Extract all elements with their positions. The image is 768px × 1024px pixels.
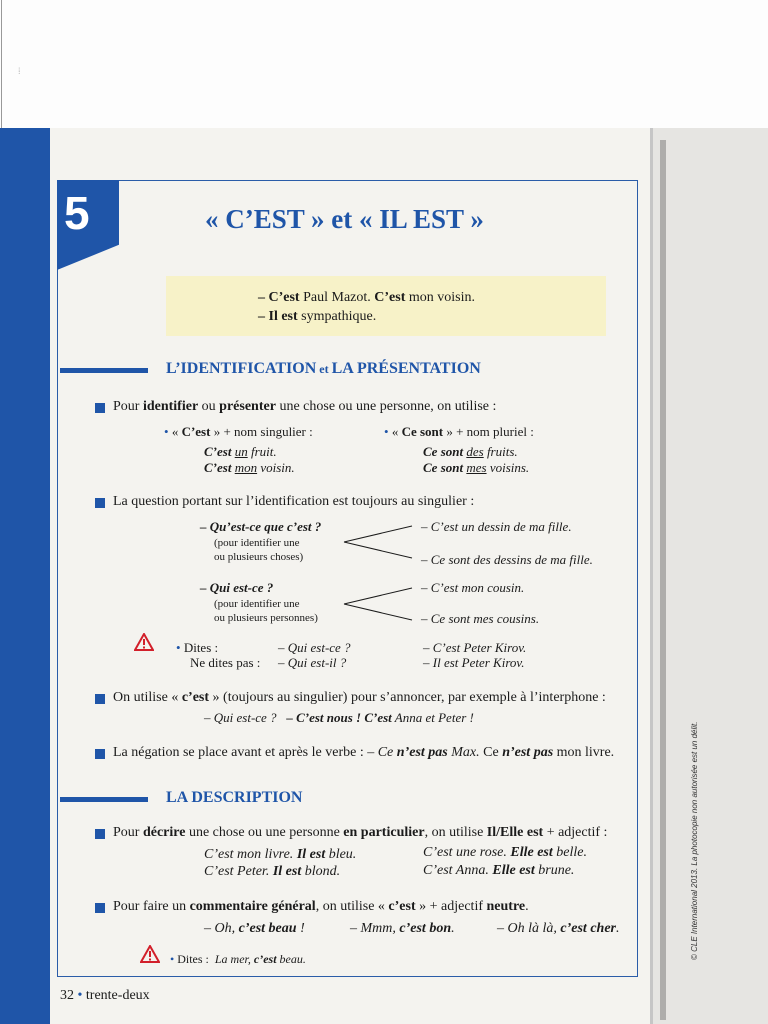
example-text: La mer,: [214, 952, 254, 966]
example-text: – Oh,: [204, 921, 239, 936]
example-text: brune.: [534, 863, 575, 878]
rule-bold: commentaire général: [189, 899, 316, 914]
example-text: voisin.: [260, 460, 295, 475]
dites-text: Dites :: [177, 952, 209, 966]
rule-bold: présenter: [219, 399, 276, 414]
question-who-note-2: ou plusieurs personnes): [214, 612, 318, 624]
rule-bold: c’est: [388, 899, 416, 914]
example-text: blond.: [301, 864, 341, 879]
general-example-3: [497, 921, 619, 937]
example-bold: Ce sont: [423, 444, 464, 459]
plural-example-1: [423, 444, 518, 460]
example-text: Ce: [377, 745, 397, 760]
ne-dites-pas-label: Ne dites pas :: [190, 655, 261, 670]
example-text: !: [296, 921, 305, 936]
section-title-part: LA PRÉSENTATION: [331, 360, 481, 377]
warning-icon: [134, 633, 154, 651]
plural-label: [384, 424, 534, 440]
chapter-title: « C’EST » et « IL EST »: [205, 204, 484, 234]
dites-label: [176, 640, 218, 656]
bullet-dot: •: [164, 424, 169, 439]
bullet-square: [95, 498, 105, 508]
rule-text: ou: [198, 399, 220, 414]
example-text: fruit.: [250, 444, 277, 459]
rule-text: .: [525, 899, 529, 914]
book-spine-bar: [0, 128, 50, 1024]
rule-bold: c’est: [181, 690, 210, 705]
example-text: bleu.: [325, 847, 357, 862]
answer-who-1: – C’est mon cousin.: [421, 580, 525, 595]
bullet-dot: •: [170, 952, 175, 966]
example-text: Anna et Peter !: [391, 710, 474, 725]
dites-beau: [170, 952, 306, 967]
example-bold: C’est: [204, 460, 232, 475]
page-footer: [60, 988, 150, 1004]
intro-example-box: [166, 276, 606, 336]
describe-example-3: [423, 845, 587, 861]
general-example-1: [204, 921, 305, 937]
example-text: .: [615, 921, 620, 936]
label-text: «: [391, 424, 402, 439]
rule-bold: Il/Elle est: [486, 825, 544, 840]
page-edge-line: [650, 128, 653, 1024]
section-title-part: et: [316, 362, 332, 376]
describe-example-4: [423, 863, 574, 879]
rule-bold: décrire: [142, 825, 186, 840]
rule-text: + adjectif :: [543, 825, 608, 840]
rule-negation: [113, 745, 614, 761]
example-text: – Mmm,: [350, 921, 400, 936]
copyright-credit: © CLE International 2013. La photocopie non autorisée est un délit.: [690, 721, 699, 960]
rule-text: Pour: [113, 825, 143, 840]
rule-text: » (toujours au singulier) pour s’annoncer, par exemple à l’interphone :: [209, 690, 606, 705]
dites-example-1: – Qui est-ce ?: [278, 640, 351, 655]
bullet-square: [95, 694, 105, 704]
example-bold: c’est cher: [560, 921, 616, 936]
label-text: «: [171, 424, 182, 439]
question-what: – Qu’est-ce que c’est ?: [200, 519, 322, 534]
label-bold: Ce sont: [401, 424, 444, 439]
example-bold: n’est pas: [396, 745, 448, 760]
example-bold: Il est: [272, 864, 302, 879]
example-text: voisins.: [489, 460, 530, 475]
rule-question: La question portant sur l’identification est toujours au singulier :: [113, 494, 475, 509]
ne-dites-example-2: – Il est Peter Kirov.: [423, 655, 525, 670]
page-word: trente-deux: [85, 988, 150, 1003]
example-bold: Elle est: [492, 863, 535, 878]
rule-bold: neutre: [486, 899, 526, 914]
intro-line-2: [258, 309, 376, 325]
bullet-square: [95, 829, 105, 839]
bullet-dot: •: [384, 424, 389, 439]
rule-text: , on utilise: [424, 825, 487, 840]
general-example-2: [350, 921, 455, 937]
ne-dites-example-1: – Qui est-il ?: [278, 655, 347, 670]
example-text: fruits.: [486, 444, 518, 459]
rule-text: » + adjectif: [415, 899, 487, 914]
question-what-note-2: ou plusieurs choses): [214, 551, 304, 563]
example-bold: c’est beau: [238, 921, 297, 936]
example-text: C’est Anna.: [423, 863, 493, 878]
question-what-note-1: (pour identifier une: [214, 537, 300, 549]
intro-text: mon voisin.: [405, 290, 475, 305]
singular-label: [164, 424, 313, 440]
example-text: Ce: [479, 745, 503, 760]
intro-line-1: [258, 290, 475, 306]
example-underlined: des: [466, 444, 484, 459]
scan-margin-top: [0, 0, 768, 128]
bullet-square: [95, 749, 105, 759]
section-bar-description: [60, 797, 148, 802]
plural-example-2: [423, 460, 529, 476]
example-text: belle.: [552, 845, 587, 860]
label-text: » + nom singulier :: [210, 424, 313, 439]
intro-text: sympathique.: [297, 309, 377, 324]
label-bold: C’est: [181, 424, 211, 439]
example-bold: Il est: [296, 847, 326, 862]
example-underlined: mon: [234, 460, 258, 475]
intro-text: Paul Mazot.: [299, 290, 375, 305]
rule-text: , on utilise «: [315, 899, 389, 914]
rule-general-comment: [113, 899, 529, 915]
example-bold: – C’est nous ! C’est: [286, 710, 392, 725]
bullet-square: [95, 403, 105, 413]
example-bold: n’est pas: [502, 745, 554, 760]
section-bar-identification: [60, 368, 148, 373]
example-text: Max.: [447, 745, 480, 760]
section-title-identification: [166, 360, 481, 378]
scan-mark: ⁞: [18, 66, 21, 76]
warning-icon: [140, 945, 160, 963]
binding-shadow: [660, 140, 666, 1020]
bullet-square: [95, 903, 105, 913]
example-underlined: un: [234, 444, 248, 459]
scan-edge-line: [1, 0, 2, 128]
branch-arrow-what: [340, 522, 420, 562]
rule-text: une chose ou une personne, on utilise :: [275, 399, 497, 414]
branch-arrow-who: [340, 584, 420, 624]
rule-describe: [113, 825, 607, 841]
rule-bold: identifier: [142, 399, 199, 414]
question-who-note-1: (pour identifier une: [214, 598, 300, 610]
example-bold: c’est: [253, 952, 277, 966]
rule-text: une chose ou une personne: [185, 825, 344, 840]
rule-text: On utilise «: [113, 690, 182, 705]
rule-text: Pour: [113, 399, 143, 414]
rule-text: Pour faire un: [113, 899, 190, 914]
example-text: .: [451, 921, 455, 936]
example-bold: Elle est: [510, 845, 553, 860]
rule-identify: [113, 399, 496, 415]
rule-bold: en particulier: [343, 825, 425, 840]
rule-text: La négation se place avant et après le verbe : –: [113, 745, 378, 760]
example-text: – Qui est-ce ?: [204, 710, 277, 725]
example-text: – Oh là là,: [497, 921, 561, 936]
singular-example-1: [204, 444, 277, 460]
intro-bold: – C’est: [258, 290, 300, 305]
example-text: beau.: [276, 952, 306, 966]
intro-bold: – Il est: [258, 309, 298, 324]
bullet-dot: •: [176, 640, 181, 655]
dites-text: Dites :: [183, 640, 219, 655]
example-bold: c’est bon: [399, 921, 452, 936]
example-text: C’est mon livre.: [204, 847, 297, 862]
intro-bold: C’est: [374, 290, 406, 305]
singular-example-2: [204, 460, 295, 476]
answer-who-2: – Ce sont mes cousins.: [421, 611, 540, 626]
describe-example-1: [204, 847, 356, 863]
label-text: » + nom pluriel :: [443, 424, 534, 439]
bullet-dot: •: [77, 988, 83, 1003]
example-bold: Ce sont: [423, 460, 464, 475]
page-number: 32: [60, 988, 74, 1003]
example-text: mon livre.: [553, 745, 615, 760]
example-bold: C’est: [204, 444, 232, 459]
question-who: – Qui est-ce ?: [200, 580, 274, 595]
announce-example: [204, 710, 474, 726]
section-title-description: LA DESCRIPTION: [166, 789, 303, 806]
rule-announce: [113, 690, 606, 706]
chapter-number: 5: [64, 187, 90, 239]
dites-example-2: – C’est Peter Kirov.: [423, 640, 527, 655]
page-edge: [650, 128, 768, 1024]
answer-what-1: – C’est un dessin de ma fille.: [421, 519, 572, 534]
example-underlined: mes: [466, 460, 487, 475]
example-text: C’est Peter.: [204, 864, 273, 879]
describe-example-2: [204, 864, 340, 880]
example-text: C’est une rose.: [423, 845, 511, 860]
answer-what-2: – Ce sont des dessins de ma fille.: [421, 552, 593, 567]
section-title-part: L’IDENTIFICATION: [166, 360, 317, 377]
